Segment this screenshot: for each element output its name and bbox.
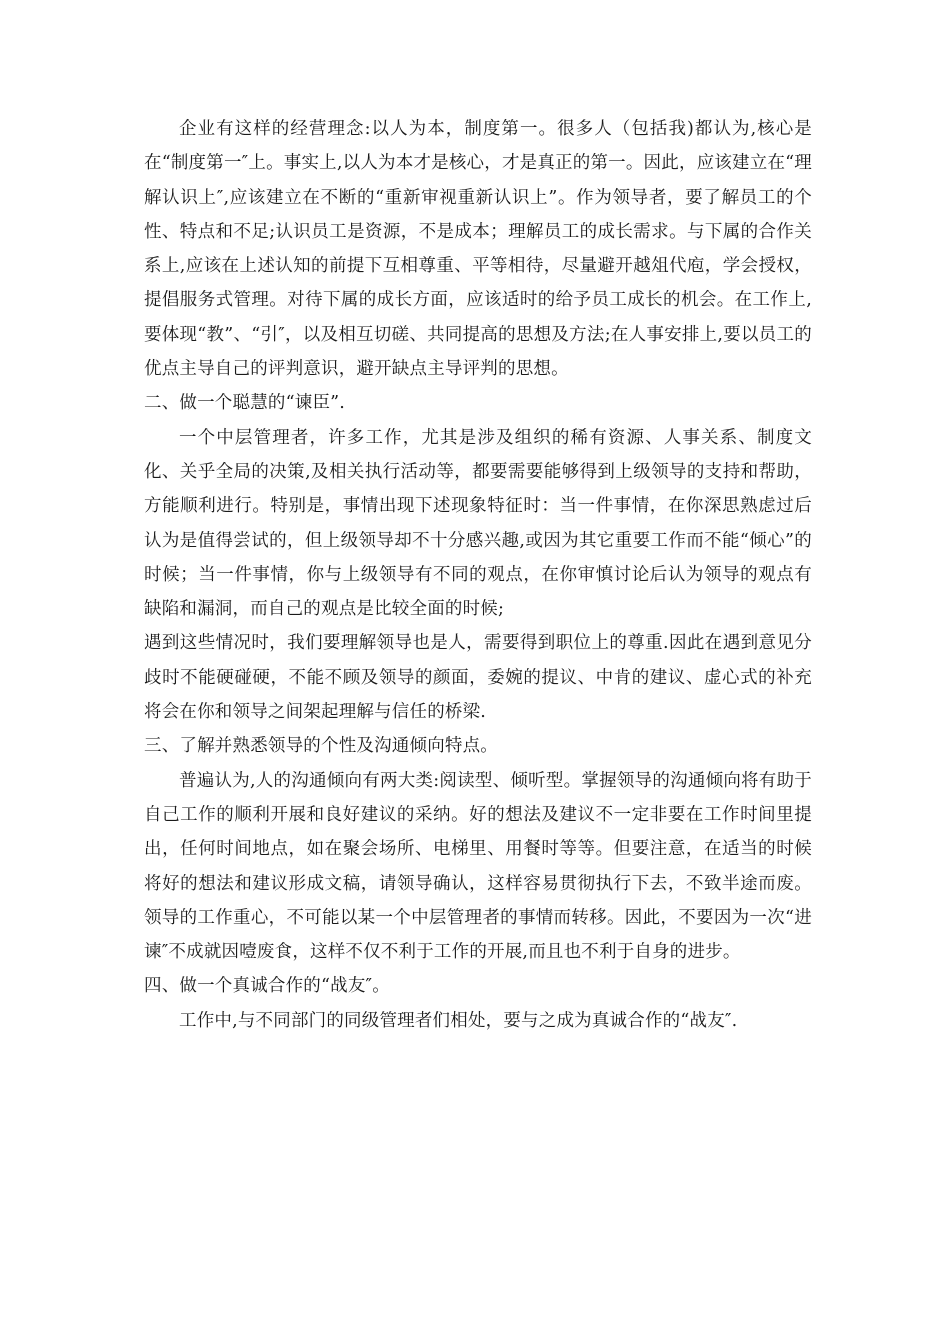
- paragraph-middle-manager-support: 一个中层管理者，许多工作，尤其是涉及组织的稀有资源、人事关系、制度文化、关乎全局的决策,及相关执行活动等，都要需要能够得到上级领导的支持和帮助，方能顺利进行。特别是，事情出现下述现象特征时：当一件事情，在你深思熟虑过后认为是值得尝试的，但上级领导却不十分感兴趣,或因为其它重要工作而不能“倾心”的时候；当一件事情，你与上级领导有不同的观点，在你审慎讨论后认为领导的观点有缺陷和漏洞，而自己的观点是比较全面的时候;: [144, 427, 812, 620]
- paragraph-peer-cooperation: 工作中,与不同部门的同级管理者们相处，要与之成为真诚合作的“战友″.: [179, 1010, 738, 1031]
- section-heading-wise-advisor: 二、做一个聪慧的“谏臣”.: [144, 393, 346, 414]
- paragraph-communication-types: 普遍认为,人的沟通倾向有两大类:阅读型、倾听型。掌握领导的沟通倾向将有助于自己工作的顺利开展和良好建议的采纳。好的想法及建议不一定非要在工作时间里提出，任何时间地点，如在聚会场所、电梯里、用餐时等等。但要注意，在适当的时候将好的想法和建议形成文稿，请领导确认，这样容易贯彻执行下去，不致半途而废。领导的工作重心，不可能以某一个中层管理者的事情而转移。因此，不要因为一次“进谏″不成就因噎废食，这样不仅不利于工作的开展,而且也不利于自身的进步。: [144, 770, 812, 963]
- paragraph-respect-leader: 遇到这些情况时，我们要理解领导也是人，需要得到职位上的尊重.因此在遇到意见分歧时不能硬碰硬，不能不顾及领导的颜面，委婉的提议、中肯的建议、虚心式的补充将会在你和领导之间架起理解与信任的桥梁.: [144, 633, 812, 723]
- section-heading-leader-communication: 三、了解并熟悉领导的个性及沟通倾向特点。: [144, 736, 498, 757]
- paragraph-management-philosophy: 企业有这样的经营理念:以人为本，制度第一。很多人（包括我)都认为,核心是在“制度第一″上。事实上,以人为本才是核心，才是真正的第一。因此，应该建立在“理解认识上″,应该建立在不断的“重新审视重新认识上”。作为领导者，要了解员工的个性、特点和不足;认识员工是资源，不是成本；理解员工的成长需求。与下属的合作关系上,应该在上述认知的前提下互相尊重、平等相待，尽量避开越俎代庖，学会授权，提倡服务式管理。对待下属的成长方面，应该适时的给予员工成长的机会。在工作上,要体现“教”、“引″，以及相互切磋、共同提高的思想及方法;在人事安排上,要以员工的优点主导自己的评判意识，避开缺点主导评判的思想。: [144, 119, 812, 380]
- section-heading-sincere-partner: 四、做一个真诚合作的“战友″。: [144, 976, 390, 997]
- document-body: [144, 112, 812, 1038]
